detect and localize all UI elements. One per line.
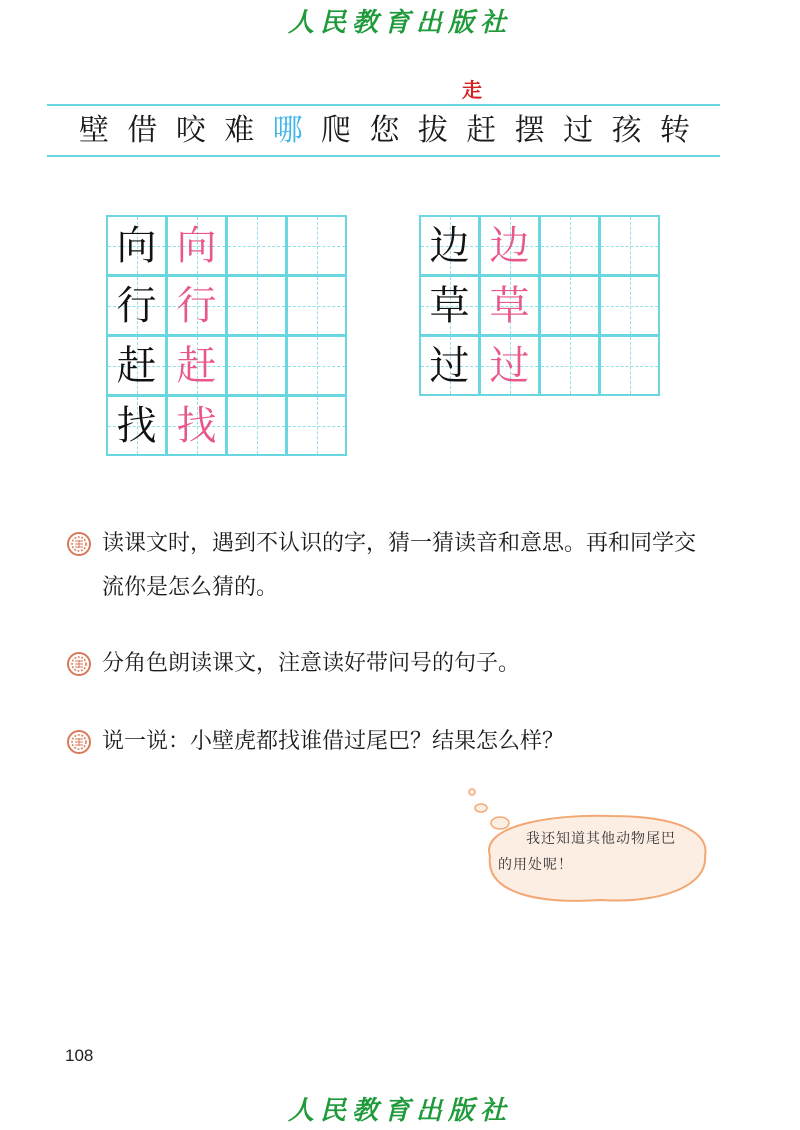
exercise-text: 读课文时，遇到不认识的字，猜一猜读音和意思。再和同学交流你是怎么猜的。 bbox=[102, 531, 697, 600]
trace-char: 找 bbox=[176, 402, 217, 449]
exercise-3 bbox=[66, 720, 716, 764]
radical-hint: 走 bbox=[462, 78, 482, 102]
vocab-char: 壁 bbox=[79, 113, 109, 148]
trace-char-cell bbox=[479, 335, 540, 396]
publisher-footer: 人民教育出版社 bbox=[287, 1096, 512, 1126]
trace-char: 边 bbox=[489, 222, 530, 269]
model-char: 找 bbox=[116, 402, 157, 449]
speech-bubble-text: 我还知道其他动物尾巴的用处呢！ bbox=[498, 831, 676, 873]
blank-practice-cell bbox=[226, 275, 287, 336]
model-char-cell bbox=[419, 335, 480, 396]
vocab-char: 拔 bbox=[417, 113, 448, 148]
blank-practice-cell bbox=[599, 335, 660, 396]
vocab-char: 赶 bbox=[466, 113, 497, 148]
blank-practice-cell bbox=[599, 215, 660, 276]
trace-char-cell bbox=[166, 335, 227, 396]
blank-practice-cell bbox=[286, 215, 347, 276]
seal-icon bbox=[66, 651, 92, 677]
trace-char-cell bbox=[166, 275, 227, 336]
vocab-char: 难 bbox=[224, 113, 255, 148]
blank-practice-cell bbox=[539, 215, 600, 276]
exercise-2 bbox=[66, 642, 716, 686]
trace-char: 草 bbox=[489, 282, 530, 329]
publisher-header: 人民教育出版社 bbox=[287, 8, 512, 38]
vocab-char: 咬 bbox=[175, 113, 206, 148]
trace-char: 赶 bbox=[176, 342, 217, 389]
trace-char-cell bbox=[166, 395, 227, 456]
vocab-char: 您 bbox=[369, 113, 400, 148]
trace-char: 向 bbox=[176, 222, 217, 269]
writing-grid-right bbox=[419, 215, 659, 395]
trace-char: 过 bbox=[489, 342, 530, 389]
vocab-top-rule bbox=[47, 104, 720, 106]
seal-icon bbox=[66, 531, 92, 557]
blank-practice-cell bbox=[539, 335, 600, 396]
vocab-char: 爬 bbox=[321, 113, 352, 148]
blank-practice-cell bbox=[226, 215, 287, 276]
blank-practice-cell bbox=[539, 275, 600, 336]
trace-char: 行 bbox=[176, 282, 217, 329]
vocab-char: 哪 bbox=[272, 113, 303, 148]
model-char: 赶 bbox=[116, 342, 157, 389]
blank-practice-cell bbox=[599, 275, 660, 336]
vocab-char: 摆 bbox=[514, 113, 545, 148]
model-char-cell bbox=[106, 275, 167, 336]
model-char-cell bbox=[106, 395, 167, 456]
blank-practice-cell bbox=[286, 335, 347, 396]
vocab-char: 转 bbox=[659, 113, 690, 148]
exercise-text: 分角色朗读课文，注意读好带问号的句子。 bbox=[102, 651, 521, 676]
exercise-text: 说一说：小壁虎都找谁借过尾巴？结果怎么样？ bbox=[102, 729, 565, 754]
model-char: 边 bbox=[429, 222, 470, 269]
trace-char-cell bbox=[166, 215, 227, 276]
model-char-cell bbox=[106, 335, 167, 396]
blank-practice-cell bbox=[286, 395, 347, 456]
blank-practice-cell bbox=[226, 335, 287, 396]
seal-icon bbox=[66, 729, 92, 755]
writing-grid-left bbox=[106, 215, 346, 455]
model-char: 草 bbox=[429, 282, 470, 329]
page-number: 108 bbox=[65, 1046, 94, 1065]
vocab-char: 孩 bbox=[611, 113, 642, 148]
exercise-1 bbox=[66, 522, 716, 610]
model-char: 向 bbox=[116, 222, 157, 269]
model-char: 过 bbox=[429, 342, 470, 389]
vocab-character-row bbox=[47, 108, 720, 154]
model-char-cell bbox=[106, 215, 167, 276]
vocab-char: 过 bbox=[563, 113, 594, 148]
blank-practice-cell bbox=[286, 275, 347, 336]
trace-char-cell bbox=[479, 215, 540, 276]
blank-practice-cell bbox=[226, 395, 287, 456]
trace-char-cell bbox=[479, 275, 540, 336]
model-char: 行 bbox=[116, 282, 157, 329]
model-char-cell bbox=[419, 275, 480, 336]
model-char-cell bbox=[419, 215, 480, 276]
vocab-char: 借 bbox=[127, 113, 158, 148]
vocab-bottom-rule bbox=[47, 155, 720, 157]
